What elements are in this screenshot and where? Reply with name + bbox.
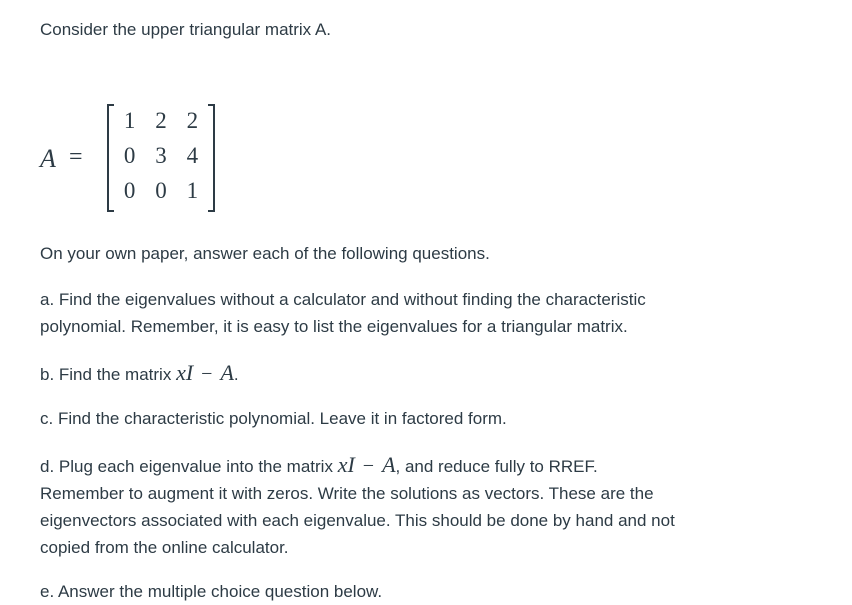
question-e: e. Answer the multiple choice question below. (40, 582, 383, 601)
matrix-cell: 2 (155, 108, 167, 133)
question-c: c. Find the characteristic polynomial. Leave it in factored form. (40, 409, 507, 428)
question-d-line3: eigenvectors associated with each eigenvalue. This should be done by hand and not (40, 511, 675, 530)
math-a: A (220, 360, 234, 385)
question-d-suffix: , and reduce fully to RREF. (395, 457, 598, 476)
math-minus: − (201, 363, 213, 385)
math-identity: I (185, 360, 194, 385)
math-a: A (382, 452, 396, 477)
matrix-cell: 1 (123, 108, 136, 133)
math-minus: − (362, 455, 375, 477)
question-d-line4: copied from the online calculator. (40, 538, 289, 557)
question-d-line2: Remember to augment it with zeros. Write the solutions as vectors. These are the (40, 484, 654, 503)
question-b (40, 359, 239, 388)
question-d (40, 451, 675, 561)
matrix-cell: 0 (123, 143, 136, 168)
matrix-cell: 0 (123, 178, 136, 203)
question-b-suffix: . (233, 365, 239, 384)
instruction-text: On your own paper, answer each of the following questions. (40, 244, 490, 263)
question-a-line1: a. Find the eigenvalues without a calculator and without finding the characteristic (40, 290, 646, 309)
right-bracket (208, 104, 215, 212)
question-d-line1 (40, 451, 675, 480)
math-x: x (176, 360, 186, 385)
equals-sign: = (69, 144, 83, 170)
matrix-cell: 2 (186, 108, 199, 133)
question-a-line2: polynomial. Remember, it is easy to list the eigenvalues for a triangular matrix. (40, 317, 628, 336)
math-identity: I (347, 452, 355, 477)
question-d-prefix: d. Plug each eigenvalue into the matrix (40, 457, 338, 476)
left-bracket (107, 104, 114, 212)
question-b-prefix: b. Find the matrix (40, 365, 177, 384)
matrix-cell: 1 (186, 178, 199, 203)
matrix-cell: 0 (155, 178, 167, 203)
math-x: x (337, 452, 348, 477)
intro-text: Consider the upper triangular matrix A. (40, 20, 332, 39)
matrix-cell: 3 (155, 143, 167, 168)
matrix-cells (114, 106, 208, 205)
question-a (40, 286, 646, 340)
matrix-a (40, 104, 240, 220)
matrix-cell: 4 (186, 143, 199, 168)
matrix-label: A (40, 144, 56, 173)
